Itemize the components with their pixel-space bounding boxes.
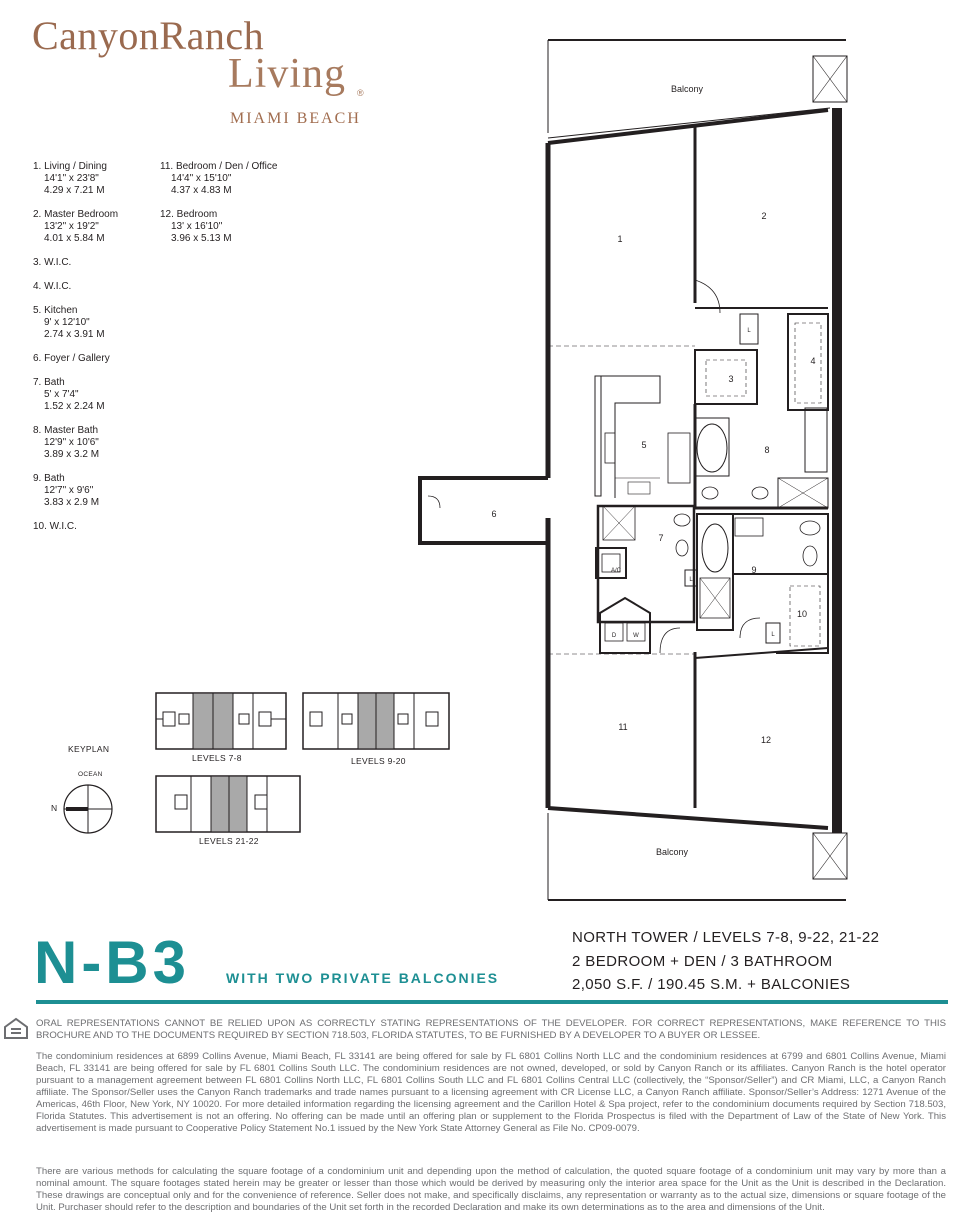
unit-detail-bedrooms: 2 BEDROOM + DEN / 3 BATHROOM [572, 952, 833, 970]
room-entry [33, 161, 158, 197]
balcony-top-label: Balcony [670, 84, 704, 94]
room-list-right [160, 161, 300, 257]
room-name: 9. Bath [33, 473, 65, 484]
room-name: 2. Master Bedroom [33, 209, 119, 220]
unit-details [572, 926, 879, 997]
room-dimension-imperial: 13' x 16'10" [171, 221, 223, 232]
brand-logo-registered: ® [357, 88, 364, 98]
brand-logo-name: CanyonRanch [32, 13, 265, 58]
room-name: 1. Living / Dining [33, 161, 107, 172]
room-dimension-imperial: 12'9" x 10'6" [44, 437, 99, 448]
room-name: 7. Bath [33, 377, 65, 388]
room-name: 10. W.I.C. [33, 521, 77, 532]
room-label-2: 2 [761, 211, 767, 221]
ocean-label: OCEAN [78, 771, 103, 778]
balcony-bottom-label: Balcony [655, 847, 689, 857]
washer-label: W [633, 633, 639, 639]
legal-caps-disclaimer: ORAL REPRESENTATIONS CANNOT BE RELIED UPON AS CORRECTLY STATING REPRESENTATIONS OF THE DEVELOPER. FOR CORRECT REPRESENTATIONS, MAKE REFERENCE TO THIS BROCHURE AND TO THE DOCUMENTS REQUIRED BY SECTION 718.503, FLORIDA STATUTES, TO BE FURNISHED BY A DEVELOPER TO A BUYER OR LESSEE. [36, 1018, 946, 1041]
room-label-3: 3 [728, 374, 734, 384]
room-label-8: 8 [764, 445, 770, 455]
room-list-left [33, 161, 158, 545]
room-dimension-metric: 1.52 x 2.24 M [44, 401, 105, 412]
equal-housing-opportunity-icon [2, 1016, 30, 1042]
legal-sponsor-disclaimer: The condominium residences at 6899 Collins Avenue, Miami Beach, FL 33141 are being offered for sale by FL 6801 Collins North LLC and the condominium residences at 6799 and 6801 Collins Avenue, Miami Beach, FL 33141 are being offered for sale by FL 6801 Collins South LLC. The condominium residences are not owned, developed, or sold by Canyon Ranch or its affiliates. Canyon Ranch is the hotel operator pursuant to a management agreement between FL 6801 Collins North LLC, FL 6801 Collins South LLC and FL 6801 Collins Central LLC (collectively, the “Sponsor/Seller”) and CR Miami, LLC, a Canyon Ranch affiliate. The Sponsor/Seller uses the Canyon Ranch trademarks and trade names pursuant to a licensing agreement with CR License LLC, a Canyon Ranch affiliate. Sponsor/Seller’s Address: 1271 Avenue of the Americas, 46th Floor, New York, NY 10020. For more detailed information regarding the licensing agreement and the Carillon Hotel & Spa project, refer to the condominium documents required by Section 718.503, Florida Statutes. This advertisement is not an offering. No offering can be made until an offering plan or supplement to the Florida Prospectus is filed with the Department of Law of the State of New York. This advertisement is made pursuant to Cooperative Policy Statement No.1 issued by the New York State Attorney General as File No. CP09-0079. [36, 1051, 946, 1134]
room-dimension-metric: 3.89 x 3.2 M [44, 449, 100, 460]
keyplan-label-3: LEVELS 21-22 [199, 836, 259, 846]
legal-square-footage-disclaimer: There are various methods for calculating the square footage of a condominium unit and depending upon the method of calculation, the quoted square footage of a condominium unit may vary by more than a nominal amount. The square footages stated herein may be greater or lesser than those which would be derived by measuring only the interior area space for the Unit as the Unit is described in the Declaration. These drawings are conceptual only and for the convenience of reference. Seller does not make, and specifically disclaims, any representation or warranty as to the actual size, dimensions or square footage of the Unit. Purchaser should refer to the description and boundaries of the Unit set forth in the recorded Declaration and make its own determinations as to the area and dimensions of the Unit. [36, 1166, 946, 1213]
room-label-6: 6 [491, 509, 497, 519]
room-dimension-metric: 4.29 x 7.21 M [44, 185, 105, 196]
brand-logo-city: MIAMI BEACH [230, 110, 361, 127]
room-name: 3. W.I.C. [33, 257, 72, 268]
keyplan-levels-21-22 [155, 775, 301, 833]
linen-label-3: L [771, 632, 775, 638]
room-dimension-imperial: 14'1" x 23'8" [44, 173, 99, 184]
brand-logo-living: Living [228, 51, 346, 97]
room-entry [33, 377, 158, 413]
room-entry [33, 353, 158, 365]
unit-detail-area: 2,050 S.F. / 190.45 S.M. + BALCONIES [572, 976, 851, 993]
keyplan-levels-7-8 [155, 692, 287, 750]
room-entry [33, 473, 158, 509]
room-label-5: 5 [641, 440, 647, 450]
unit-detail-tower: NORTH TOWER / LEVELS 7-8, 9-22, 21-22 [572, 929, 880, 946]
room-entry [33, 305, 158, 341]
dryer-label: D [611, 633, 617, 639]
room-dimension-imperial: 14'4" x 15'10" [171, 173, 232, 184]
room-label-11: 11 [618, 722, 628, 732]
linen-label-1: L [747, 328, 751, 334]
room-dimension-metric: 4.37 x 4.83 M [171, 185, 232, 196]
room-name: 8. Master Bath [33, 425, 99, 436]
north-label: N [51, 803, 58, 813]
room-dimension-metric: 3.83 x 2.9 M [44, 497, 100, 508]
room-dimension-imperial: 5' x 7'4" [44, 389, 79, 400]
room-label-1: 1 [617, 234, 623, 244]
room-entry [33, 209, 158, 245]
unit-subtitle: WITH TWO PRIVATE BALCONIES [226, 970, 500, 986]
room-entry [33, 521, 158, 533]
keyplan-label-1: LEVELS 7-8 [192, 753, 242, 763]
room-entry [160, 161, 300, 197]
room-entry [33, 281, 158, 293]
room-dimension-metric: 2.74 x 3.91 M [44, 329, 105, 340]
unit-code: N-B3 [34, 929, 191, 996]
room-label-12: 12 [760, 735, 772, 745]
room-entry [33, 425, 158, 461]
room-entry [33, 257, 158, 269]
linen-label-2: L [689, 577, 693, 583]
room-dimension-metric: 4.01 x 5.84 M [44, 233, 105, 244]
room-name: 11. Bedroom / Den / Office [160, 161, 278, 172]
room-label-9: 9 [751, 565, 757, 575]
teal-divider [36, 1000, 948, 1004]
room-dimension-imperial: 9' x 12'10" [44, 317, 90, 328]
room-name: 6. Foyer / Gallery [33, 353, 110, 364]
room-label-10: 10 [796, 609, 808, 619]
room-dimension-metric: 3.96 x 5.13 M [171, 233, 232, 244]
keyplan-label-2: LEVELS 9-20 [351, 756, 406, 766]
room-dimension-imperial: 12'7" x 9'6" [44, 485, 94, 496]
room-label-4: 4 [810, 356, 816, 366]
ac-label: A/C [610, 568, 622, 574]
room-name: 12. Bedroom [160, 209, 218, 220]
floor-plan [410, 38, 850, 903]
room-dimension-imperial: 13'2" x 19'2" [44, 221, 99, 232]
room-label-7: 7 [658, 533, 664, 543]
room-name: 5. Kitchen [33, 305, 78, 316]
room-name: 4. W.I.C. [33, 281, 72, 292]
room-entry [160, 209, 300, 245]
keyplan-title: KEYPLAN [68, 744, 110, 754]
north-arrow-icon [62, 783, 114, 835]
